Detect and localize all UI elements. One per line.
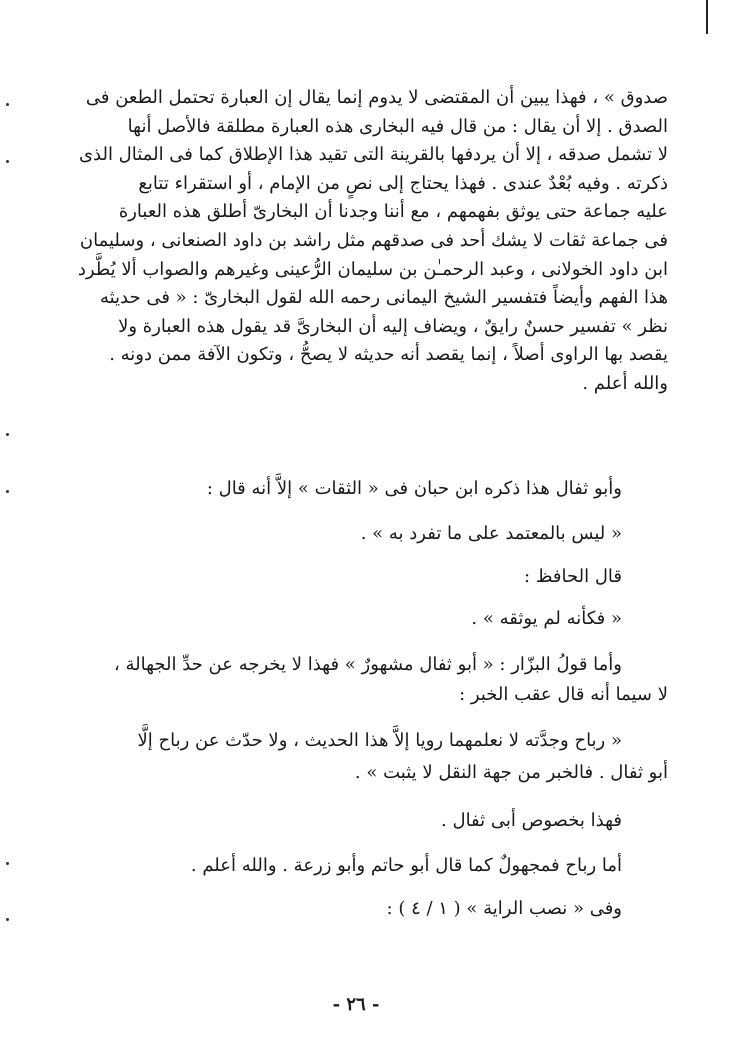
text-line: عليه جماعة حتى يوثق بفهمهم ، مع أننا وجدنا أن البخارىّ أطلق هذه العبارة	[118, 201, 668, 223]
scan-dot	[6, 160, 9, 163]
quote-bazzar-line-2: أبو ثفال . فالخبر من جهة النقل لا يثبت » .	[354, 762, 668, 783]
scan-dot	[6, 433, 9, 436]
text-line: نظر » تفسير حسنٌ رايقٌ ، ويضاف إليه أن البخارىَّ قد يقول هذه العبارة ولا	[118, 315, 668, 337]
nasb-line: وفى « نصب الراية » ( ١ / ٤ ) :	[386, 898, 622, 919]
lower-section	[78, 0, 668, 1042]
quote-hafiz: « فكأنه لم يوثقه » .	[471, 608, 622, 629]
page-edge-line	[706, 0, 708, 34]
scan-dot	[6, 490, 9, 493]
text-line: هذا الفهم وأيضاً فتفسير الشيخ اليمانى رحمه الله لقول البخارىّ : « فى حديثه	[99, 287, 668, 309]
text-line: والله أعلم .	[582, 372, 668, 394]
rabah-line: أما رباح فمجهولٌ كما قال أبو حاتم وأبو زرعة . والله أعلم .	[190, 855, 622, 876]
text-line: فى جماعة ثقات لا يشك أحد فى صدقهم مثل راشد بن داود الصنعانى ، وسليمان	[79, 229, 668, 251]
text-line: لا تشمل صدقه ، إلا أن يردفها بالقرينة التى تقيد هذا الإطلاق كما فى المثال الذى	[78, 144, 668, 166]
text-line: الصدق . إلا أن يقال : من قال فيه البخارى هذه العبارة مطلقة فالأصل أنها	[127, 115, 668, 137]
quote-bazzar-line-1: « رباح وجدَّته لا نعلمهما رويا إلاَّ هذا الحديث ، ولا حدّث عن رباح إلَّا	[137, 730, 622, 751]
quote-ibn-hibban: « ليس بالمعتمد على ما تفرد به » .	[360, 523, 622, 544]
page-number: - ٢٦ -	[332, 994, 380, 1015]
scan-dot	[6, 862, 9, 865]
bazzar-line-2: لا سيما أنه قال عقب الخبر :	[459, 684, 668, 705]
bazzar-line-1: وأما قولُ البزّار : « أبو ثفال مشهورٌ » فهذا لا يخرجه عن حدِّ الجهالة ،	[113, 654, 622, 675]
text-line: ابن داود الخولانى ، وعبد الرحمـٰن بن سليمان الرُّعينى وغيرهم والصواب ألا يُطَّرد	[77, 258, 668, 280]
scan-dot	[6, 918, 9, 921]
specific-line: فهذا بخصوص أبى ثفال .	[441, 810, 622, 831]
scan-dot	[6, 103, 9, 106]
text-line: صدوق » ، فهذا يبين أن المقتضى لا يدوم إنما يقال إن العبارة تحتمل الطعن فى	[85, 87, 668, 108]
text-line: ذكرته . وفيه بُعْدٌ عندى . فهذا يحتاج إلى نصٍ من الإمام ، أو استقراء تتابع	[138, 172, 668, 194]
hafiz-said: قال الحافظ :	[524, 566, 622, 587]
text-line: يقصد بها الراوى أصلاً ، إنما يقصد أنه حديثه لا يصحُّ ، وتكون الآفة ممن دونه .	[109, 344, 668, 366]
abu-thifal-intro: وأبو ثفال هذا ذكره ابن حبان فى « الثقات » إلاَّ أنه قال :	[206, 478, 622, 499]
